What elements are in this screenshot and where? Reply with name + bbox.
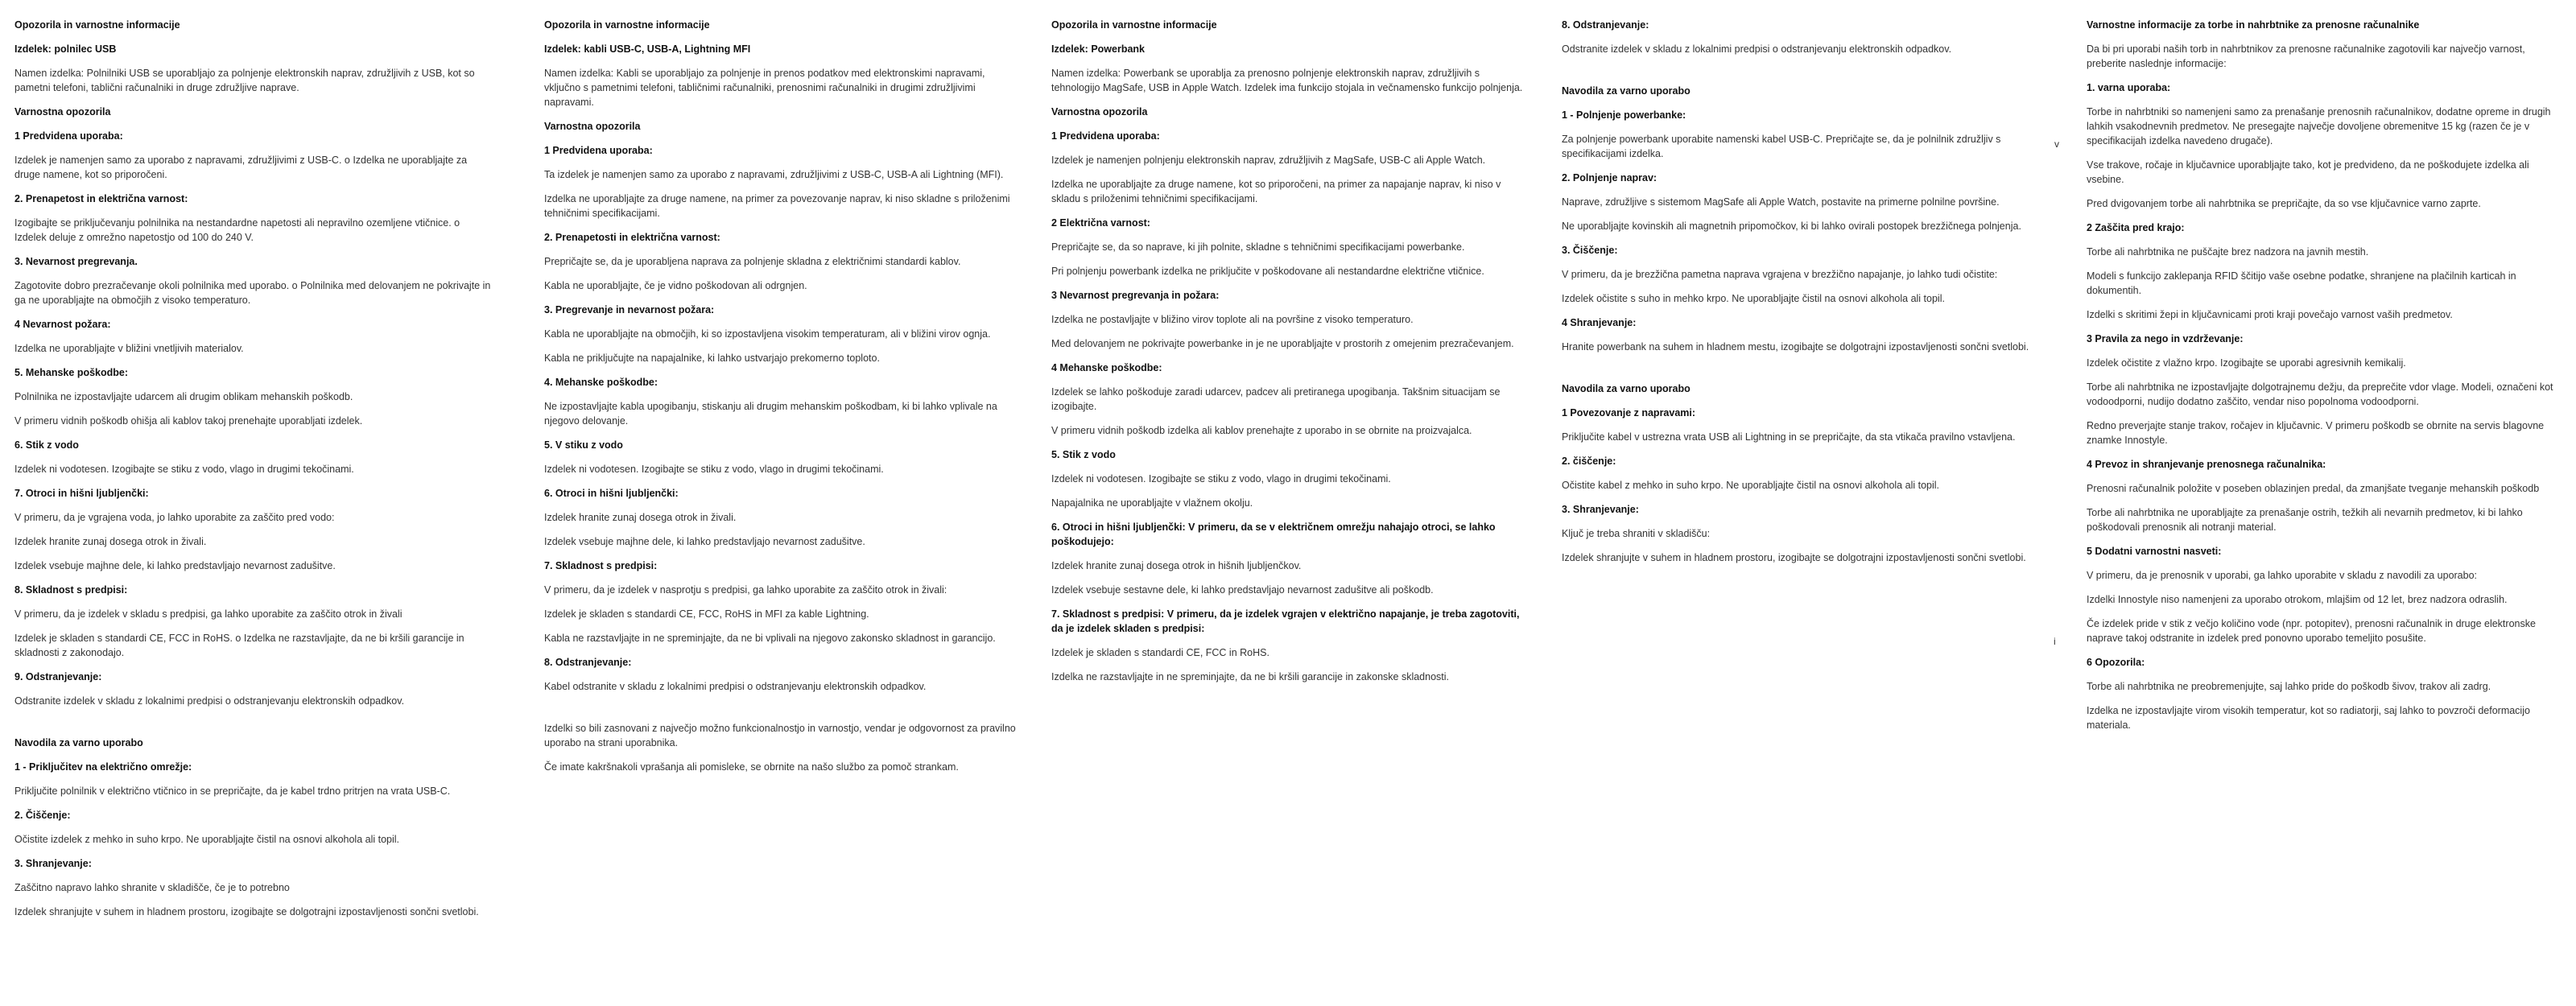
paragraph: Izdelek je namenjen samo za uporabo z napravami, združljivimi z USB-C. o Izdelka ne uporabljajte za druge namene, kot so priporočeni. bbox=[14, 155, 468, 180]
section-heading: 4. Mehanske poškodbe: bbox=[544, 377, 658, 388]
section-heading: Opozorila in varnostne informacije bbox=[544, 19, 710, 31]
stray-margin-char: v bbox=[2054, 138, 2059, 150]
paragraph: Odstranite izdelek v skladu z lokalnimi predpisi o odstranjevanju elektronskih odpadkov. bbox=[1562, 43, 1952, 55]
paragraph: Pred dvigovanjem torbe ali nahrbtnika se prepričajte, da so vse ključavnice varno zaprte. bbox=[2087, 198, 2481, 209]
paragraph: Kabla ne uporabljajte na območjih, ki so izpostavljena visokim temperaturam, ali v bližini virov ognja. bbox=[544, 328, 991, 340]
section-heading: 7. Otroci in hišni ljubljenčki: bbox=[14, 488, 149, 499]
paragraph: Če imate kakršnakoli vprašanja ali pomisleke, se obrnite na našo službo za pomoč strankam. bbox=[544, 761, 959, 773]
paragraph: Namen izdelka: Kabli se uporabljajo za polnjenje in prenos podatkov med elektronskimi napravami, vključno s pametnimi telefoni, tabličnimi računalniki, prenosnimi računalniki in drugimi združljivimi napravami. bbox=[544, 68, 985, 108]
paragraph: Torbe in nahrbtniki so namenjeni samo za prenašanje prenosnih računalnikov, dodatne opreme in drugih lahkih vsakodnevnih predmetov. Ne presegajte največje dovoljene obremenitve 15 kg (razen če je v specifikacijah izdelka navedeno drugače). bbox=[2087, 106, 2551, 146]
paragraph: Izogibajte se priključevanju polnilnika na nestandardne napetosti ali nepravilno ozemljene vtičnice. o Izdelek deluje z omrežno napetostjo od 100 do 240 V. bbox=[14, 217, 460, 243]
paragraph: Izdelka ne uporabljajte v bližini vnetljivih materialov. bbox=[14, 343, 244, 354]
section-heading: Opozorila in varnostne informacije bbox=[1051, 19, 1217, 31]
paragraph: V primeru vidnih poškodb izdelka ali kablov prenehajte z uporabo in se obrnite na proizvajalca. bbox=[1051, 425, 1472, 436]
paragraph: Zagotovite dobro prezračevanje okoli polnilnika med uporabo. o Polnilnika med delovanjem ne pokrivajte in ga ne uporabljajte na območjih z visoko temperaturo. bbox=[14, 280, 491, 306]
paragraph: V primeru, da je izdelek v skladu s predpisi, ga lahko uporabite za zaščito otrok in živali bbox=[14, 608, 402, 620]
paragraph: Odstranite izdelek v skladu z lokalnimi predpisi o odstranjevanju elektronskih odpadkov. bbox=[14, 695, 405, 707]
section-heading: 7. Skladnost s predpisi: V primeru, da je izdelek vgrajen v električno napajanje, je treba zagotoviti, da je izdelek skladen s predpisi: bbox=[1051, 608, 1520, 634]
paragraph: Izdelki Innostyle niso namenjeni za uporabo otrokom, mlajšim od 12 let, brez nadzora odraslih. bbox=[2087, 594, 2508, 605]
section-heading: 3. Pregrevanje in nevarnost požara: bbox=[544, 304, 715, 315]
paragraph: Naprave, združljive s sistemom MagSafe ali Apple Watch, postavite na primerne polnilne površine. bbox=[1562, 196, 2000, 208]
paragraph: Kabla ne priključujte na napajalnike, ki lahko ustvarjajo prekomerno toploto. bbox=[544, 353, 880, 364]
paragraph: Izdelka ne uporabljajte za druge namene, na primer za povezovanje naprav, ki niso skladne s priloženimi tehničnimi specifikacijami. bbox=[544, 193, 1010, 219]
paragraph: Med delovanjem ne pokrivajte powerbanke in je ne uporabljajte v prostorih z omejenim prezračevanjem. bbox=[1051, 338, 1514, 349]
column-powerbank-safety bbox=[1051, 18, 1528, 694]
paragraph: Prepričajte se, da so naprave, ki jih polnite, skladne s tehničnimi specifikacijami powerbanke. bbox=[1051, 241, 1465, 253]
section-heading: 5 Dodatni varnostni nasveti: bbox=[2087, 546, 2222, 557]
section-heading: Varnostna opozorila bbox=[1051, 106, 1148, 118]
stray-margin-char: i bbox=[2054, 636, 2056, 647]
section-heading: 1 - Polnjenje powerbanke: bbox=[1562, 109, 1686, 121]
section-heading: 2. Polnjenje naprav: bbox=[1562, 172, 1657, 183]
paragraph: Namen izdelka: Polnilniki USB se uporabljajo za polnjenje elektronskih naprav, združljivih z USB, kot so pametni telefoni, tablični računalniki in druge združljive naprave. bbox=[14, 68, 475, 93]
section-heading: 3. Čiščenje: bbox=[1562, 245, 1618, 256]
paragraph: Da bi pri uporabi naših torb in nahrbtnikov za prenosne računalnike zagotovili kar največjo varnost, preberite naslednje informacije: bbox=[2087, 43, 2525, 69]
paragraph: Priključite polnilnik v električno vtičnico in se prepričajte, da je kabel trdno pritrjen na vrata USB-C. bbox=[14, 785, 451, 797]
section-heading: 2. Čiščenje: bbox=[14, 810, 71, 821]
paragraph: V primeru vidnih poškodb ohišja ali kablov takoj prenehajte uporabljati izdelek. bbox=[14, 415, 363, 427]
section-heading: Opozorila in varnostne informacije bbox=[14, 19, 180, 31]
paragraph: Izdelki so bili zasnovani z največjo možno funkcionalnostjo in varnostjo, vendar je odgovornost za pravilno uporabo na strani uporabnika. bbox=[544, 723, 1016, 748]
section-heading: 2. čiščenje: bbox=[1562, 456, 1616, 467]
section-heading: 1. varna uporaba: bbox=[2087, 82, 2171, 93]
section-heading: 4 Prevoz in shranjevanje prenosnega računalnika: bbox=[2087, 459, 2326, 470]
paragraph: Ne izpostavljajte kabla upogibanju, stiskanju ali drugim mehanskim poškodbam, ki bi lahko vplivale na njegovo delovanje. bbox=[544, 401, 997, 427]
paragraph: Pri polnjenju powerbank izdelka ne priključite v poškodovane ali nestandardne električne vtičnice. bbox=[1051, 266, 1484, 277]
section-heading: 2. Prenapetost in električna varnost: bbox=[14, 193, 188, 204]
paragraph: V primeru, da je vgrajena voda, jo lahko uporabite za zaščito pred vodo: bbox=[14, 512, 335, 523]
paragraph: Izdelek hranite zunaj dosega otrok in živali. bbox=[544, 512, 737, 523]
section-heading: 3. Shranjevanje: bbox=[14, 858, 92, 869]
paragraph: Vse trakove, ročaje in ključavnice uporabljajte tako, kot je predvideno, da ne poškodujete izdelka ali vsebine. bbox=[2087, 159, 2529, 185]
paragraph: V primeru, da je prenosnik v uporabi, ga lahko uporabite v skladu z navodili za uporabo: bbox=[2087, 570, 2478, 581]
paragraph: Izdelka ne izpostavljajte virom visokih temperatur, kot so radiatorji, saj lahko to povzroči deformacijo materiala. bbox=[2087, 705, 2530, 731]
paragraph: Polnilnika ne izpostavljajte udarcem ali drugim oblikam mehanskih poškodb. bbox=[14, 391, 353, 402]
paragraph: Izdelek očistite z vlažno krpo. Izogibajte se uporabi agresivnih kemikalij. bbox=[2087, 357, 2406, 369]
section-heading: Izdelek: Powerbank bbox=[1051, 43, 1146, 55]
section-heading: 4 Shranjevanje: bbox=[1562, 317, 1637, 328]
paragraph: Torbe ali nahrbtnika ne izpostavljajte dolgotrajnemu dežju, da preprečite vdor vlage. Modeli, označeni kot vodoodporni, nudijo dodatno zaščito, vendar niso popolnoma vodoodporni. bbox=[2087, 381, 2553, 407]
paragraph: Če izdelek pride v stik z večjo količino vode (npr. potopitev), prenosni računalnik in druge elektronske naprave takoj odstranite in izdelek pred ponovno uporabo temeljito posušite. bbox=[2087, 618, 2536, 644]
section-heading: 7. Skladnost s predpisi: bbox=[544, 560, 658, 571]
section-heading: 1 Predvidena uporaba: bbox=[14, 130, 123, 142]
section-heading: 3. Nevarnost pregrevanja. bbox=[14, 256, 138, 267]
paragraph: Izdelek hranite zunaj dosega otrok in živali. bbox=[14, 536, 207, 547]
section-heading: 9. Odstranjevanje: bbox=[14, 671, 102, 682]
paragraph: Izdelek hranite zunaj dosega otrok in hišnih ljubljenčkov. bbox=[1051, 560, 1302, 571]
paragraph: Modeli s funkcijo zaklepanja RFID ščitijo vaše osebne podatke, shranjene na plačilnih karticah in dokumentih. bbox=[2087, 270, 2516, 296]
paragraph: Napajalnika ne uporabljajte v vlažnem okolju. bbox=[1051, 497, 1253, 509]
section-heading: 5. Stik z vodo bbox=[1051, 449, 1116, 460]
paragraph: Očistite kabel z mehko in suho krpo. Ne uporabljajte čistil na osnovi alkohola ali topil. bbox=[1562, 480, 1939, 491]
paragraph: Izdelka ne razstavljajte in ne spreminjajte, da ne bi kršili garancije in zakonske skladnosti. bbox=[1051, 671, 1450, 682]
section-heading: 1 Predvidena uporaba: bbox=[1051, 130, 1160, 142]
paragraph: Prepričajte se, da je uporabljena naprava za polnjenje skladna z električnimi standardi kablov. bbox=[544, 256, 961, 267]
section-heading: Izdelek: polnilec USB bbox=[14, 43, 117, 55]
section-heading: 4 Mehanske poškodbe: bbox=[1051, 362, 1162, 373]
paragraph: Izdelek je skladen s standardi CE, FCC, RoHS in MFI za kable Lightning. bbox=[544, 608, 869, 620]
paragraph: Izdelek shranjujte v suhem in hladnem prostoru, izogibajte se dolgotrajni izpostavljenosti sončni svetlobi. bbox=[1562, 552, 2026, 563]
section-heading: 1 Predvidena uporaba: bbox=[544, 145, 653, 156]
paragraph: Zaščitno napravo lahko shranite v skladišče, če je to potrebno bbox=[14, 882, 290, 893]
column-laptop-bags-safety bbox=[2087, 18, 2563, 742]
section-heading: 8. Odstranjevanje: bbox=[544, 657, 632, 668]
paragraph: Izdelki s skritimi žepi in ključavnicami proti kraji povečajo varnost vaših predmetov. bbox=[2087, 309, 2453, 320]
paragraph: Namen izdelka: Powerbank se uporablja za prenosno polnjenje elektronskih naprav, združljivih s tehnologijo MagSafe, USB in Apple Watch. Izdelek ima funkcijo stojala in večnamensko funkcijo polnjenja. bbox=[1051, 68, 1523, 93]
paragraph: Hranite powerbank na suhem in hladnem mestu, izogibajte se dolgotrajni izpostavljenosti sončni svetlobi. bbox=[1562, 341, 2029, 353]
paragraph: V primeru, da je brezžična pametna naprava vgrajena v brezžično napajanje, jo lahko tudi očistite: bbox=[1562, 269, 1998, 280]
paragraph: Ne uporabljajte kovinskih ali magnetnih pripomočkov, ki bi lahko ovirali postopek brezžičnega polnjenja. bbox=[1562, 221, 2021, 232]
paragraph: Prenosni računalnik položite v poseben oblazinjen predal, da zmanjšate tveganje mehanskih poškodb bbox=[2087, 483, 2540, 494]
paragraph: Izdelek ni vodotesen. Izogibajte se stiku z vodo, vlago in drugimi tekočinami. bbox=[544, 464, 884, 475]
paragraph: Kabla ne razstavljajte in ne spreminjajte, da ne bi vplivali na njegovo zakonsko skladnost in garancijo. bbox=[544, 633, 996, 644]
paragraph: Izdelek je namenjen polnjenju elektronskih naprav, združljivih z MagSafe, USB-C ali Apple Watch. bbox=[1051, 155, 1486, 166]
section-heading: 1 - Priključitev na električno omrežje: bbox=[14, 761, 192, 773]
paragraph: Izdelek se lahko poškoduje zaradi udarcev, padcev ali pretiranega upogibanja. Takšnim situacijam se izogibajte. bbox=[1051, 386, 1501, 412]
paragraph: Kabla ne uporabljajte, če je vidno poškodovan ali odrgnjen. bbox=[544, 280, 807, 291]
paragraph: Izdelek je skladen s standardi CE, FCC in RoHS. o Izdelka ne razstavljajte, da ne bi kršili garancije in skladnosti z zakonodajo. bbox=[14, 633, 464, 658]
section-heading: 2 Električna varnost: bbox=[1051, 217, 1150, 229]
paragraph: Izdelek shranjujte v suhem in hladnem prostoru, izogibajte se dolgotrajni izpostavljenosti sončni svetlobi. bbox=[14, 906, 479, 917]
column-cables-safety bbox=[544, 18, 1021, 784]
paragraph: Kabel odstranite v skladu z lokalnimi predpisi o odstranjevanju elektronskih odpadkov. bbox=[544, 681, 927, 692]
section-heading: 6. Stik z vodo bbox=[14, 439, 79, 451]
paragraph: Izdelka ne postavljajte v bližino virov toplote ali na površine z visoko temperaturo. bbox=[1051, 314, 1414, 325]
paragraph: Izdelek vsebuje majhne dele, ki lahko predstavljajo nevarnost zadušitve. bbox=[544, 536, 865, 547]
paragraph: Izdelek očistite s suho in mehko krpo. Ne uporabljajte čistil na osnovi alkohola ali topil. bbox=[1562, 293, 1945, 304]
section-heading: 6. Otroci in hišni ljubljenčki: bbox=[544, 488, 679, 499]
paragraph: Za polnjenje powerbank uporabite namenski kabel USB-C. Prepričajte se, da je polnilnik združljiv s specifikacijami izdelka. bbox=[1562, 134, 2001, 159]
paragraph: Priključite kabel v ustrezna vrata USB ali Lightning in se prepričajte, da sta vtikača pravilno vstavljena. bbox=[1562, 431, 2016, 443]
section-heading: 3 Nevarnost pregrevanja in požara: bbox=[1051, 290, 1220, 301]
paragraph: Torbe ali nahrbtnika ne puščajte brez nadzora na javnih mestih. bbox=[2087, 246, 2369, 258]
section-heading: 3 Pravila za nego in vzdrževanje: bbox=[2087, 333, 2244, 344]
paragraph: Izdelka ne uporabljajte za druge namene, kot so priporočeni, na primer za napajanje naprav, ki niso v skladu s priloženimi tehničnimi specifikacijami. bbox=[1051, 179, 1501, 204]
section-heading: Navodila za varno uporabo bbox=[1562, 383, 1690, 394]
paragraph: Redno preverjajte stanje trakov, ročajev in ključavnic. V primeru poškodb se obrnite na servis blagovne znamke Innostyle. bbox=[2087, 420, 2545, 446]
paragraph: Torbe ali nahrbtnika ne uporabljajte za prenašanje ostrih, težkih ali nevarnih predmetov, ki bi lahko poškodovali prenosnik ali notranji material. bbox=[2087, 507, 2523, 533]
section-heading: 6. Otroci in hišni ljubljenčki: V primeru, da se v električnem omrežju nahajajo otroci, se lahko poškodujejo: bbox=[1051, 522, 1496, 547]
section-heading: 6 Opozorila: bbox=[2087, 657, 2145, 668]
section-heading: 5. Mehanske poškodbe: bbox=[14, 367, 129, 378]
section-heading: 2 Zaščita pred krajo: bbox=[2087, 222, 2185, 233]
section-heading: Navodila za varno uporabo bbox=[1562, 85, 1690, 97]
paragraph: Izdelek vsebuje sestavne dele, ki lahko predstavljajo nevarnost zadušitve ali poškodb. bbox=[1051, 584, 1434, 596]
section-heading: 3. Shranjevanje: bbox=[1562, 504, 1639, 515]
section-heading: Varnostne informacije za torbe in nahrbtnike za prenosne računalnike bbox=[2087, 19, 2420, 31]
section-heading: 1 Povezovanje z napravami: bbox=[1562, 407, 1696, 418]
section-heading: Navodila za varno uporabo bbox=[14, 737, 143, 748]
paragraph: Izdelek je skladen s standardi CE, FCC in RoHS. bbox=[1051, 647, 1269, 658]
section-heading: 8. Odstranjevanje: bbox=[1562, 19, 1649, 31]
section-heading: Izdelek: kabli USB-C, USB-A, Lightning MFI bbox=[544, 43, 751, 55]
section-heading: 5. V stiku z vodo bbox=[544, 439, 623, 451]
section-heading: 2. Prenapetosti in električna varnost: bbox=[544, 232, 720, 243]
section-heading: Varnostna opozorila bbox=[14, 106, 111, 118]
paragraph: Izdelek ni vodotesen. Izogibajte se stiku z vodo, vlago in drugimi tekočinami. bbox=[14, 464, 354, 475]
paragraph: V primeru, da je izdelek v nasprotju s predpisi, ga lahko uporabite za zaščito otrok in živali: bbox=[544, 584, 947, 596]
paragraph: Torbe ali nahrbtnika ne preobremenjujte, saj lahko pride do poškodb šivov, trakov ali zadrg. bbox=[2087, 681, 2491, 692]
section-heading: 4 Nevarnost požara: bbox=[14, 319, 111, 330]
paragraph: Izdelek ni vodotesen. Izogibajte se stiku z vodo, vlago in drugimi tekočinami. bbox=[1051, 473, 1391, 484]
section-heading: 8. Skladnost s predpisi: bbox=[14, 584, 128, 596]
paragraph: Izdelek vsebuje majhne dele, ki lahko predstavljajo nevarnost zadušitve. bbox=[14, 560, 336, 571]
paragraph: Ta izdelek je namenjen samo za uporabo z napravami, združljivimi z USB-C, USB-A ali Lightning (MFI). bbox=[544, 169, 1004, 180]
paragraph: Ključ je treba shraniti v skladišču: bbox=[1562, 528, 1711, 539]
column-powerbank-cable-usage bbox=[1562, 18, 2038, 575]
paragraph: Očistite izdelek z mehko in suho krpo. Ne uporabljajte čistil na osnovi alkohola ali topil. bbox=[14, 834, 400, 845]
column-usb-charger-safety bbox=[14, 18, 491, 929]
section-heading: Varnostna opozorila bbox=[544, 121, 641, 132]
